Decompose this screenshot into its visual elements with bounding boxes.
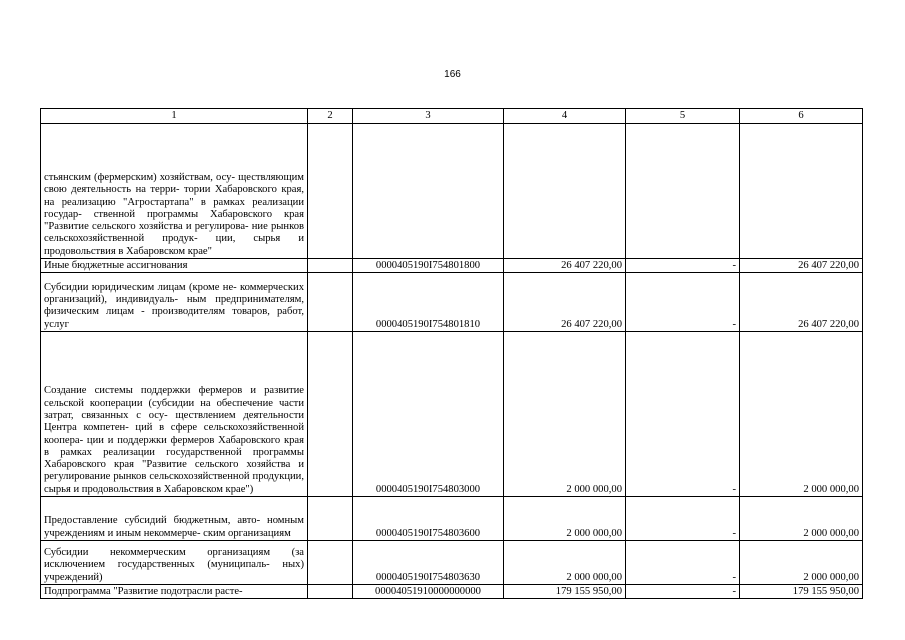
row-change (626, 124, 740, 259)
row-change: - (626, 541, 740, 585)
row-col2 (308, 273, 353, 332)
row-col2 (308, 332, 353, 497)
row-name: Субсидии юридическим лицам (кроме не- коммерческих организаций), индивидуаль- ным предпринимателям, физическим лицам - производителям товаров, работ, услуг (41, 273, 308, 332)
row-change: - (626, 259, 740, 273)
row-total: 26 407 220,00 (740, 273, 863, 332)
row-code: 0000405190I754801800 (353, 259, 504, 273)
row-total (740, 124, 863, 259)
column-header-2: 2 (308, 109, 353, 124)
row-name: Подпрограмма "Развитие подотрасли расте- (41, 585, 308, 599)
row-total: 2 000 000,00 (740, 332, 863, 497)
row-col2 (308, 541, 353, 585)
row-code: 0000405190I754803600 (353, 497, 504, 541)
row-change: - (626, 273, 740, 332)
row-amount: 2 000 000,00 (504, 332, 626, 497)
budget-table (40, 108, 863, 599)
row-amount (504, 124, 626, 259)
row-col2 (308, 497, 353, 541)
row-code (353, 124, 504, 259)
column-header-4: 4 (504, 109, 626, 124)
column-header-6: 6 (740, 109, 863, 124)
row-col2 (308, 124, 353, 259)
row-total: 26 407 220,00 (740, 259, 863, 273)
row-name: Создание системы поддержки фермеров и развитие сельской кооперации (субсидии на обеспечение части затрат, связанных с осу- ществлением деятельности Центра компетен- ций в сфере сельскохозяйственной коопера- ции и поддержки фермеров Хабаровского края в рамках реализации государственной программы Хабаровского края "Развитие сельского хозяйства и регулирование рынков сельскохозяйственной продукции, сырья и продовольствия в Хабаровском крае") (41, 332, 308, 497)
row-amount: 26 407 220,00 (504, 273, 626, 332)
row-code: 00004051910000000000 (353, 585, 504, 599)
row-change: - (626, 332, 740, 497)
table-row (41, 541, 863, 585)
row-total: 2 000 000,00 (740, 541, 863, 585)
table-row (41, 273, 863, 332)
row-total: 2 000 000,00 (740, 497, 863, 541)
row-name: стьянским (фермерским) хозяйствам, осу- ществляющим свою деятельность на терри- тории Хабаровского края, на реализацию "Агростартапа" в рамках реализации государ- ственной программы Хабаровского края "Развитие сельского хозяйства и регулирова- ние рынков сельскохозяйственной продук- ции, сырья и продовольствия в Хабаровском крае" (41, 124, 308, 259)
table-row (41, 259, 863, 273)
column-header-1: 1 (41, 109, 308, 124)
table-row (41, 332, 863, 497)
row-amount: 26 407 220,00 (504, 259, 626, 273)
row-name: Иные бюджетные ассигнования (41, 259, 308, 273)
column-header-5: 5 (626, 109, 740, 124)
row-name: Предоставление субсидий бюджетным, авто- номным учреждениям и иным некоммерче- ским организациям (41, 497, 308, 541)
table-row (41, 497, 863, 541)
row-amount: 179 155 950,00 (504, 585, 626, 599)
table-header-row (41, 109, 863, 124)
table-row (41, 124, 863, 259)
row-name: Субсидии некоммерческим организациям (за исключением государственных (муниципаль- ных) учреждений) (41, 541, 308, 585)
row-code: 0000405190I754803000 (353, 332, 504, 497)
row-amount: 2 000 000,00 (504, 497, 626, 541)
row-amount: 2 000 000,00 (504, 541, 626, 585)
row-total: 179 155 950,00 (740, 585, 863, 599)
row-code: 0000405190I754801810 (353, 273, 504, 332)
page-number: 166 (444, 69, 461, 80)
table-row (41, 585, 863, 599)
row-change: - (626, 585, 740, 599)
row-col2 (308, 585, 353, 599)
column-header-3: 3 (353, 109, 504, 124)
row-change: - (626, 497, 740, 541)
row-code: 0000405190I754803630 (353, 541, 504, 585)
row-col2 (308, 259, 353, 273)
